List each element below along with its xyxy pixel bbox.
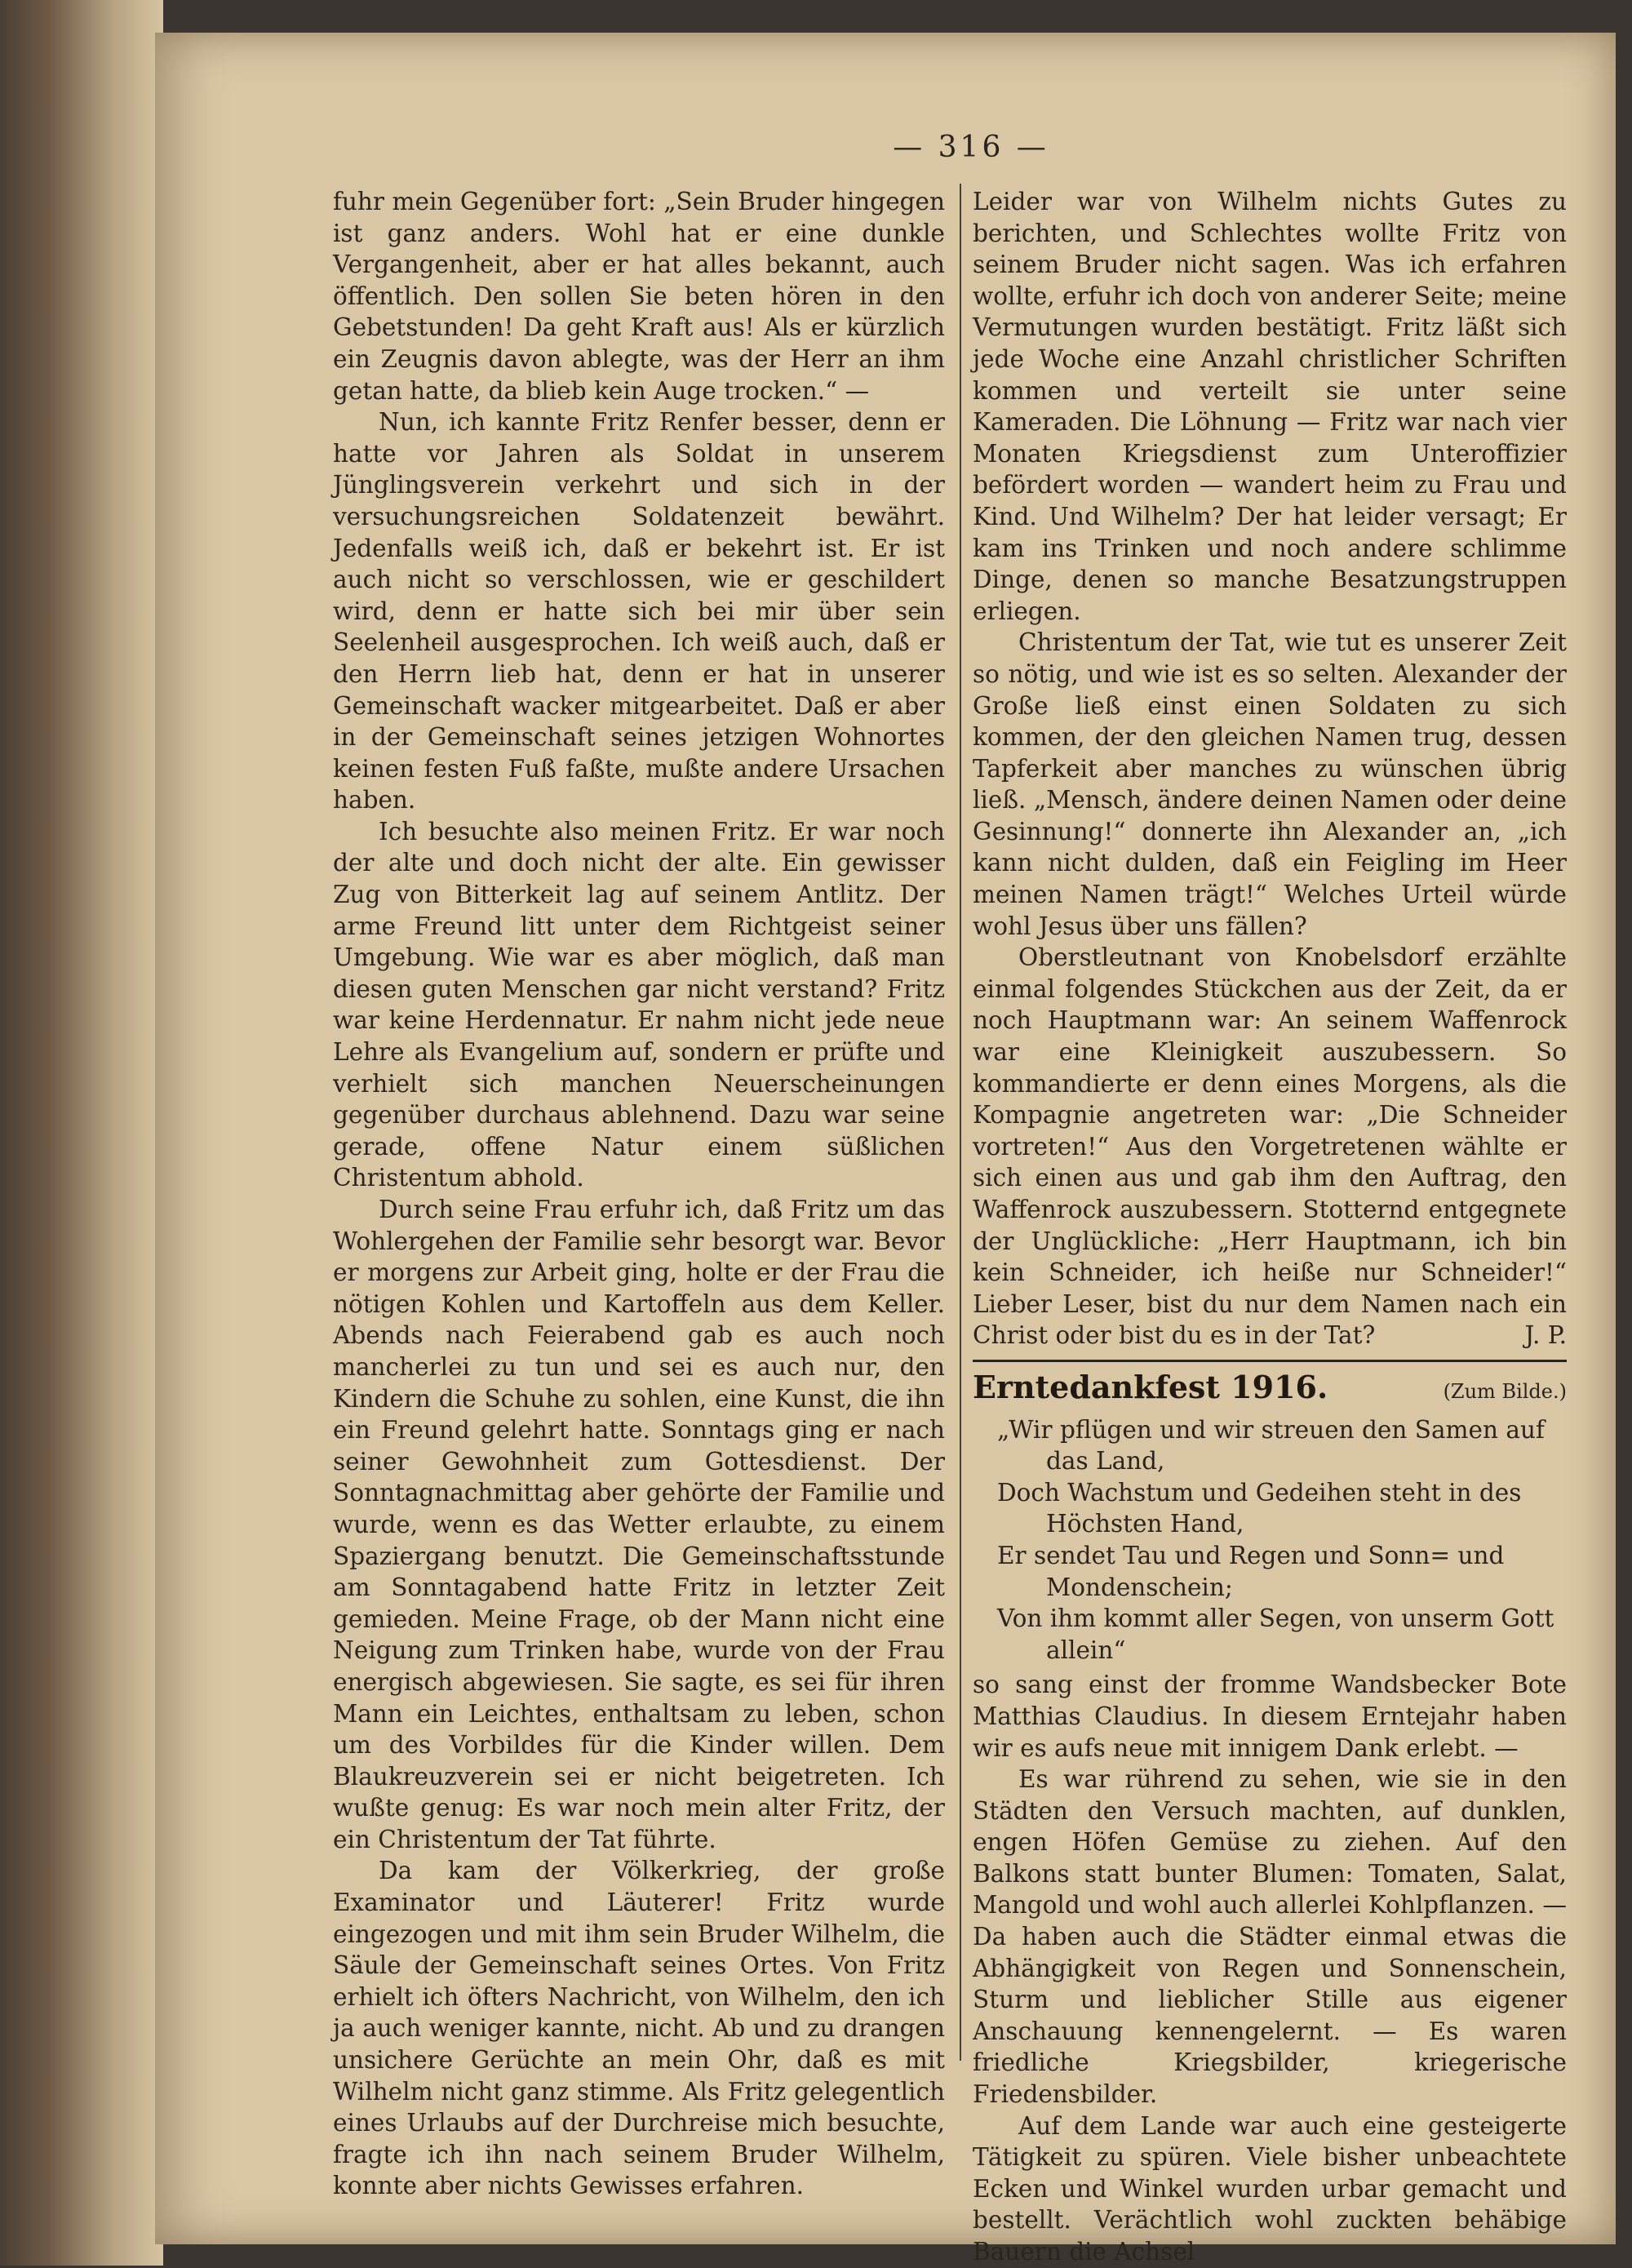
paragraph: fuhr mein Gegenüber fort: „Sein Bruder hingegen ist ganz anders. Wohl hat er eine dunkle Vergangenheit, aber er hat alles bekannt, auch öffentlich. Den sollen Sie beten hören in den Gebetstunden! Da geht Kraft aus! Als er kürzlich ein Zeugnis davon ablegte, was der Herr an ihm getan hatte, da blieb kein Auge trocken.“ — [333, 188, 945, 405]
column-rule [960, 184, 961, 2061]
paragraph-text: Oberstleutnant von Knobelsdorf erzählte einmal folgendes Stückchen aus der Zeit, da er noch Hauptmann war: An seinem Waffenrock war eine Kleinigkeit auszubessern. So kommandierte er denn eines Morgens, als die Kompagnie angetreten war: „Die Schneider vortreten!“ Aus den Vorgetretenen wählte er sich einen aus und gab ihm den Auftrag, den Waffenrock auszubessern. Stotternd entgegnete der Unglückliche: „Herr Hauptmann, ich bin kein Schneider, ich heiße nur Schneider!“ Lieber Leser, bist du nur dem Namen nach ein Christ oder bist du es in der Tat? [973, 943, 1567, 1350]
verse-line: das Land, [1046, 1447, 1165, 1476]
paragraph: Durch seine Frau erfuhr ich, daß Fritz um das Wohlergehen der Familie sehr besorgt war. Bevor er morgens zur Arbeit ging, holte er der Frau die nötigen Kohlen und Kartoffeln aus dem Keller. Abends nach Feierabend gab es auch noch mancherlei zu tun und sei es auch nur, den Kindern die Schuhe zu sohlen, eine Kunst, die ihn ein Freund gelehrt hatte. Sonntags ging er nach seiner Gewohnheit zum Gottesdienst. Der Sonntagnachmittag aber gehörte der Familie und wurde, wenn es das Wetter erlaubte, zu einem Spaziergang benutzt. Die Gemeinschaftsstunde am Sonntagabend hatte Fritz in letzter Zeit gemieden. Meine Frage, ob der Mann nicht eine Neigung zum Trinken habe, wurde von der Frau energisch abgewiesen. Sie sagte, es sei für ihren Mann ein Leichtes, enthaltsam zu leben, schon um des Vorbildes für die Kinder willen. Dem Blaukreuzverein sei er nicht beigetreten. Ich wußte genug: Es war noch mein alter Fritz, der ein Christentum der Tat führte. [333, 1196, 945, 1853]
page-number: — 316 — [893, 131, 1049, 164]
paragraph: Christentum der Tat, wie tut es unserer Zeit so nötig, und wie ist es so selten. Alexander der Große ließ einst einen Soldaten zu sich kommen, der den gleichen Namen trug, dessen Tapferkeit aber manches zu wünschen übrig ließ. „Mensch, ändere deinen Namen oder deine Gesinnung!“ donnerte ihn Alexander an, „ich kann nicht dulden, daß ein Feigling im Heer meinen Namen trägt!“ Welches Urteil würde wohl Jesus über uns fällen? [973, 628, 1567, 940]
paragraph: Auf dem Lande war auch eine gesteigerte Tätigkeit zu spüren. Viele bisher unbeachtete Ecken und Winkel wurden urbar gemacht und bestellt. Verächtlich wohl zuckten behäbige Bauern die Achsel [973, 2111, 1567, 2266]
paragraph: so sang einst der fromme Wandsbecker Bote Matthias Claudius. In diesem Erntejahr haben wir es aufs neue mit innigem Dank erlebt. — [973, 1671, 1567, 1762]
paragraph: Leider war von Wilhelm nichts Gutes zu berichten, und Schlechtes wollte Fritz von seinem Bruder nicht sagen. Was ich erfahren wollte, erfuhr ich doch von anderer Seite; meine Vermutungen wurden bestätigt. Fritz läßt sich jede Woche eine Anzahl christlicher Schriften kommen und verteilt sie unter seine Kameraden. Die Löhnung — Fritz war nach vier Monaten Kriegsdienst zum Unteroffizier befördert worden — wandert heim zu Frau und Kind. Und Wilhelm? Der hat leider versagt; Er kam ins Trinken und noch andere schlimme Dinge, denen so manche Besatzungstruppen erliegen. [973, 188, 1567, 625]
paragraph: Es war rührend zu sehen, wie sie in den Städten den Versuch machten, auf dunklen, engen Höfen Gemüse zu ziehen. Auf den Balkons statt bunter Blumen: Tomaten, Salat, Mangold und wohl auch allerlei Kohlpflanzen. — Da haben auch die Städter einmal etwas die Abhängigkeit von Regen und Sonnenschein, Sturm und lieblicher Stille aus eigener Anschauung kennengelernt. — Es waren friedliche Kriegsbilder, kriegerische Friedensbilder. [973, 1765, 1567, 2109]
paragraph: Da kam der Völkerkrieg, der große Examinator und Läuterer! Fritz wurde eingezogen und mit ihm sein Bruder Wilhelm, die Säule der Gemeinschaft seines Ortes. Von Fritz erhielt ich öfters Nachricht, von Wilhelm, den ich ja auch weniger kannte, nicht. Ab und zu drangen unsichere Gerüchte an mein Ohr, daß es mit Wilhelm nicht ganz stimme. Als Fritz gelegentlich eines Urlaubs auf der Durchreise mich besuchte, fragte ich ihn nach seinem Bruder Wilhelm, konnte aber nichts Gewisses erfahren. [333, 1857, 945, 2200]
verse-line: Höchsten Hand, [1046, 1510, 1244, 1538]
article-divider [973, 1360, 1567, 1362]
article-heading-row [973, 1368, 1567, 1408]
verse-line: Er sendet Tau und Regen und Sonn= und [997, 1541, 1505, 1569]
signature: J. P. [1524, 1321, 1567, 1350]
verse-line: Doch Wachstum und Gedeihen steht in des [997, 1478, 1522, 1507]
book-edge [0, 0, 163, 2266]
paragraph: Ich besuchte also meinen Fritz. Er war noch der alte und doch nicht der alte. Ein gewisser Zug von Bitterkeit lag auf seinem Antlitz. Der arme Freund litt unter dem Richtgeist seiner Umgebung. Wie war es aber möglich, daß man diesen guten Menschen gar nicht verstand? Fritz war keine Herdennatur. Er nahm nicht jede neue Lehre als Evangelium auf, sondern er prüfte und verhielt sich manchen Neuerscheinungen gegenüber durchaus ablehnend. Dazu war seine gerade, offene Natur einem süßlichen Christentum abhold. [333, 817, 945, 1192]
verse-line: Mondenschein; [1046, 1573, 1233, 1601]
verse-line: allein“ [1046, 1636, 1126, 1664]
article-heading: Erntedankfest 1916. [973, 1368, 1328, 1405]
paragraph [973, 942, 1567, 1351]
verse-line: Von ihm kommt aller Segen, von unserm Gott [997, 1604, 1554, 1633]
paragraph: Nun, ich kannte Fritz Renfer besser, denn er hatte vor Jahren als Soldat in unserem Jünglingsverein verkehrt und sich in der versuchungsreichen Soldatenzeit bewährt. Jedenfalls weiß ich, daß er bekehrt ist. Er ist auch nicht so verschlossen, wie er geschildert wird, denn er hatte sich bei mir über sein Seelenheil ausgesprochen. Ich weiß auch, daß er den Herrn lieb hat, denn er hat in unserer Gemeinschaft wacker mitgearbeitet. Daß er aber in der Gemeinschaft seines jetzigen Wohnortes keinen festen Fuß faßte, mußte andere Ursachen haben. [333, 408, 945, 814]
poem-quote [973, 1414, 1567, 1667]
verse-line: „Wir pflügen und wir streuen den Samen auf [997, 1415, 1545, 1444]
right-column [973, 186, 1567, 2268]
article-heading-note: (Zum Bilde.) [1443, 1379, 1567, 1403]
left-column [333, 186, 945, 2202]
